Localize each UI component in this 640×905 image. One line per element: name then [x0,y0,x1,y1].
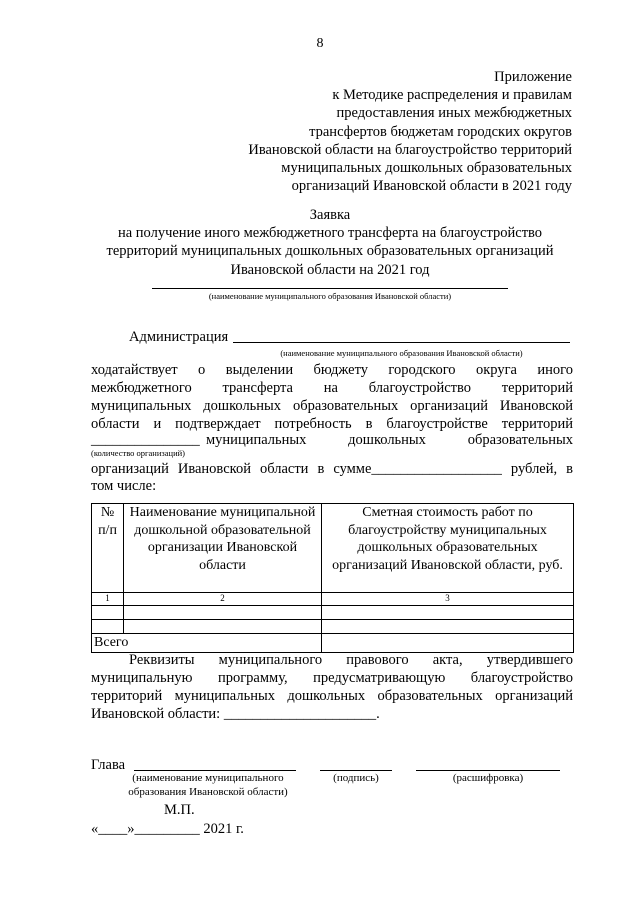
table-cell [124,620,322,634]
admin-caption: (наименование муниципального образования Ивановской области) [280,348,523,358]
column-number: 2 [124,593,322,606]
table-cell [92,606,124,620]
column-header: Наименование муниципальной дошкольной образовательной организации Ивановской области [124,504,322,593]
caption-name-line: (наименование муниципального [132,772,284,784]
body-line: том числе: [91,478,157,494]
title-line: территорий муниципальных дошкольных образовательных организаций [106,243,554,260]
municipality-caption: (наименование муниципального образования Ивановской области) [208,291,452,301]
appendix-line: Приложение [494,69,572,85]
table-total-row [92,634,574,653]
head-label: Глава [91,757,126,773]
count-blank: _______________ [91,432,200,448]
table-cell [92,620,124,634]
requisites-line: Реквизиты муниципального правового акта, утвердившего [129,652,573,668]
column-number: 3 [322,593,574,606]
column-header: № п/п [92,504,124,593]
document-title [80,206,580,279]
request-table [91,503,574,653]
body-line: муниципальных дошкольных образовательных организаций Ивановской [91,398,573,414]
appendix-header [172,68,572,195]
admin-line [233,342,570,343]
table-row [92,606,574,620]
appendix-line: трансфертов бюджетам городских округов [309,123,572,140]
date-line: «____»_________ 2021 г. [91,821,244,837]
total-label: Всего [92,634,322,653]
total-value [322,634,574,653]
caption-signature: (подпись) [333,772,379,784]
table-row [92,620,574,634]
table-cell [322,620,574,634]
body-line: организаций Ивановской области в сумме__________________ рублей, в [91,461,573,477]
municipality-line [152,288,508,289]
requisites-line: Ивановской области: _____________________. [91,706,380,722]
body-line: ходатайствует о выделении бюджету городского округа иного [91,362,573,378]
admin-label: Администрация [129,329,229,345]
table-number-row [92,593,574,606]
appendix-line: Ивановской области на благоустройство территорий [248,141,572,158]
requisites-line: территорий муниципальных дошкольных образовательных организаций [91,688,573,704]
table-cell [124,606,322,620]
body-line: области и подтверждает потребность в благоустройстве территорий [91,416,573,432]
table-cell [322,606,574,620]
body-line: межбюджетного трансферта на благоустройство территорий [91,380,573,396]
stamp-label: М.П. [164,802,195,818]
caption-name [103,771,313,799]
page-number: 8 [316,36,324,51]
column-header: Сметная стоимость работ по благоустройству муниципальных дошкольных образовательных организаций Ивановской области, руб. [322,504,574,593]
body-line: муниципальных дошкольных образовательных [206,432,573,448]
table-header-row [92,504,574,593]
column-number: 1 [92,593,124,606]
requisites-line: муниципальную программу, предусматривающую благоустройство [91,670,573,686]
count-caption: (количество организаций) [91,448,185,458]
appendix-line: к Методике распределения и правилам [332,87,572,104]
caption-name-line: образования Ивановской области) [128,786,288,798]
appendix-line: организаций Ивановской области в 2021 году [291,178,572,195]
caption-decode: (расшифровка) [452,772,524,784]
appendix-line: предоставления иных межбюджетных [336,105,572,122]
title-line: Ивановской области на 2021 год [230,261,430,278]
appendix-line: муниципальных дошкольных образовательных [281,160,572,177]
title-heading: Заявка [309,207,351,223]
title-line: на получение иного межбюджетного трансферта на благоустройство [117,225,543,242]
